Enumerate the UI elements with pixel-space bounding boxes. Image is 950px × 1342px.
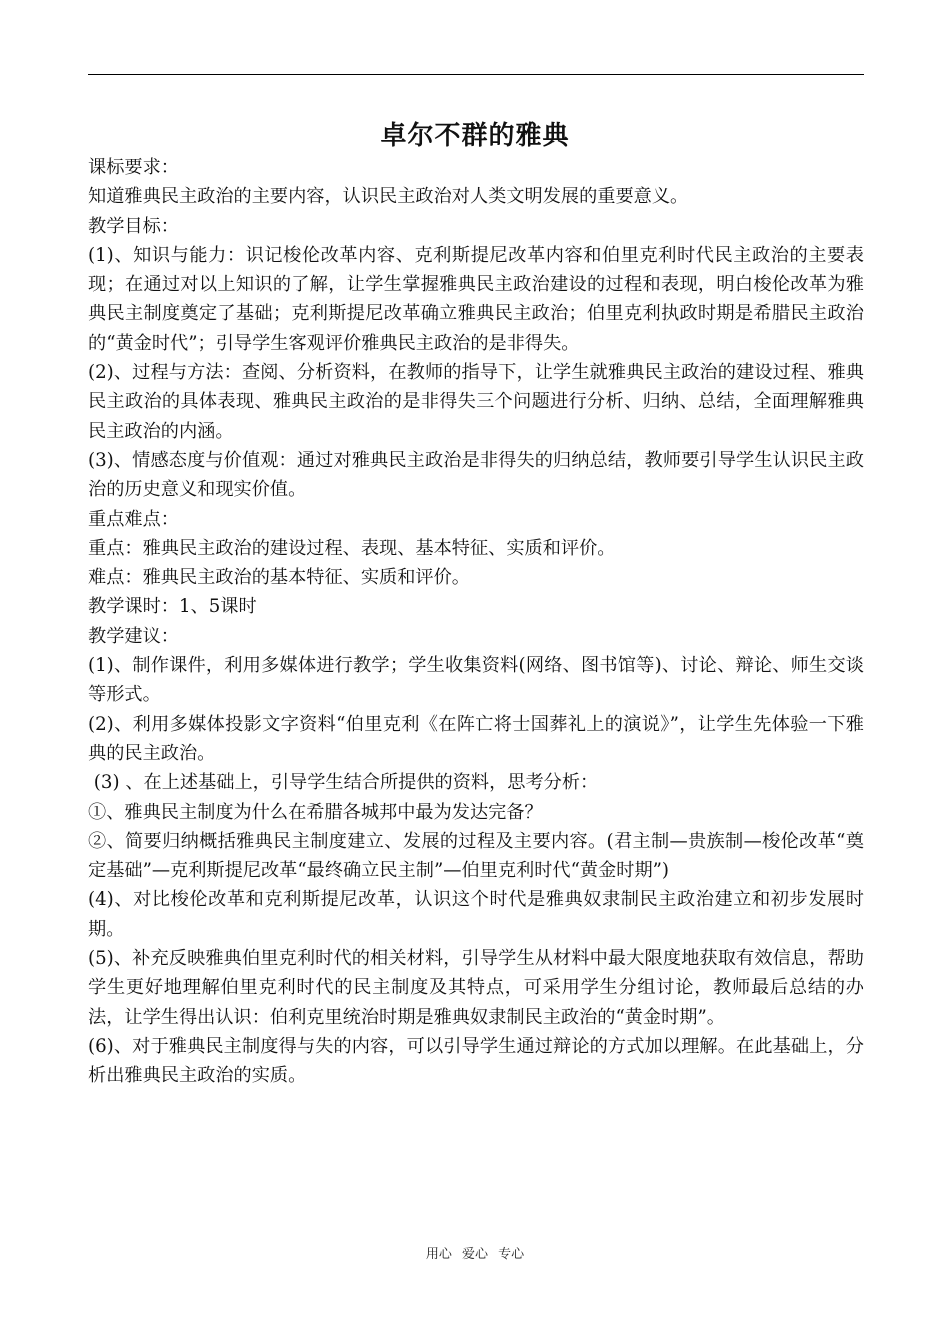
paragraph: (1)、知识与能力：识记梭伦改革内容、克利斯提尼改革内容和伯里克利时代民主政治的主要表现；在通过对以上知识的了解，让学生掌握雅典民主政治建设的过程和表现，明白梭伦改革为雅典民主制度奠定了基础；克利斯提尼改革确立雅典民主政治；伯里克利执政时期是希腊民主政治的“黄金时代”；引导学生客观评价雅典民主政治的是非得失。 bbox=[88, 244, 864, 354]
paragraph: (3)、情感态度与价值观：通过对雅典民主政治是非得失的归纳总结，教师要引导学生认识民主政治的历史意义和现实价值。 bbox=[88, 449, 864, 501]
page-title: 卓尔不群的雅典 bbox=[380, 121, 570, 151]
paragraph: (5)、补充反映雅典伯里克利时代的相关材料，引导学生从材料中最大限度地获取有效信息，帮助学生更好地理解伯里克利时代的民主制度及其特点，可采用学生分组讨论，教师最后总结的办法，让学生得出认识：伯利克里统治时期是雅典奴隶制民主政治的“黄金时期”。 bbox=[88, 948, 864, 1028]
paragraph: 知道雅典民主政治的主要内容，认识民主政治对人类文明发展的重要意义。 bbox=[88, 186, 689, 208]
paragraph: 重点：雅典民主政治的建设过程、表现、基本特征、实质和评价。 bbox=[88, 537, 616, 559]
paragraph: ①、雅典民主制度为什么在希腊各城邦中最为发达完备？ bbox=[88, 801, 543, 823]
section-heading-key-points: 重点难点： bbox=[88, 508, 179, 530]
paragraph: (2)、过程与方法：查阅、分析资料，在教师的指导下，让学生就雅典民主政治的建设过程、雅典民主政治的具体表现、雅典民主政治的是非得失三个问题进行分析、归纳、总结，全面理解雅典民主政治的内涵。 bbox=[88, 362, 864, 442]
document-body bbox=[88, 153, 864, 1091]
paragraph: (3) 、在上述基础上，引导学生结合所提供的资料，思考分析： bbox=[88, 772, 599, 794]
paragraph: (4)、对比梭伦改革和克利斯提尼改革，认识这个时代是雅典奴隶制民主政治建立和初步发展时期。 bbox=[88, 889, 864, 940]
page-footer: 用心 爱心 专心 bbox=[425, 1247, 525, 1262]
header-rule bbox=[88, 74, 864, 75]
section-heading-objectives: 教学目标： bbox=[88, 215, 179, 237]
paragraph: (6)、对于雅典民主制度得与失的内容，可以引导学生通过辩论的方式加以理解。在此基础上，分析出雅典民主政治的实质。 bbox=[88, 1035, 864, 1087]
paragraph: (2)、利用多媒体投影文字资料“伯里克利《在阵亡将士国葬礼上的演说》”，让学生先体验一下雅典的民主政治。 bbox=[88, 713, 864, 764]
paragraph: 难点：雅典民主政治的基本特征、实质和评价。 bbox=[88, 567, 470, 589]
paragraph: ②、简要归纳概括雅典民主制度建立、发展的过程及主要内容。(君主制—贵族制—梭伦改革“奠定基础”—克利斯提尼改革“最终确立民主制”—伯里克利时代“黄金时期”) bbox=[88, 830, 864, 882]
paragraph: (1)、制作课件，利用多媒体进行教学；学生收集资料(网络、图书馆等)、讨论、辩论、师生交谈等形式。 bbox=[88, 655, 864, 706]
section-heading-curriculum: 课标要求： bbox=[88, 157, 179, 178]
section-heading-suggestions: 教学建议： bbox=[88, 625, 179, 647]
paragraph: 教学课时：1、5课时 bbox=[88, 596, 257, 618]
